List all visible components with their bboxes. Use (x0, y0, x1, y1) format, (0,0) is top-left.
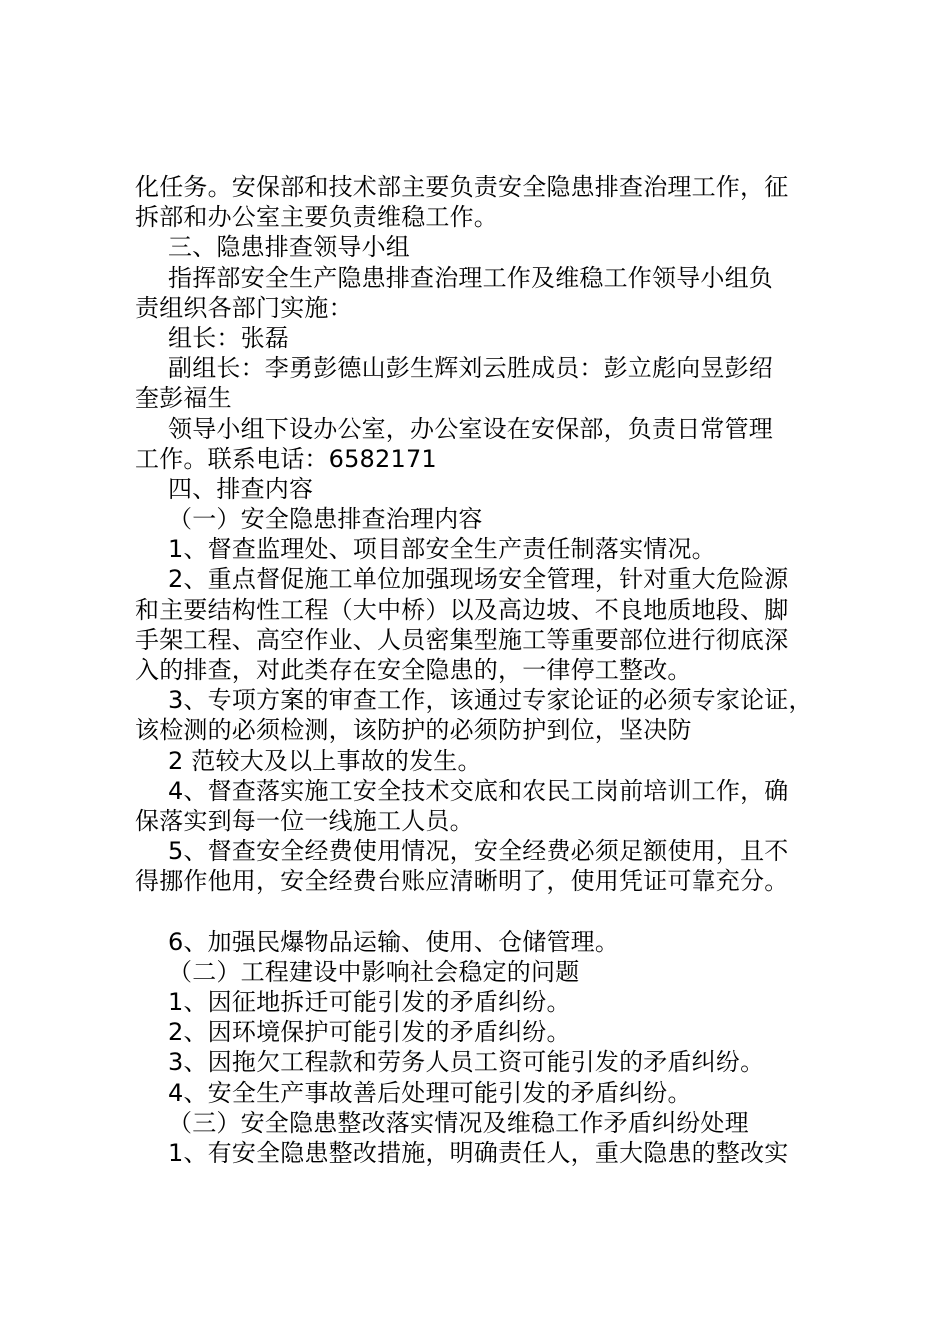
text-line: 2 范较大及以上事故的发生。 (168, 746, 482, 775)
text-line: 3、专项方案的审查工作，该通过专家论证的必须专家论证， (168, 686, 813, 715)
text-line: 指挥部安全生产隐患排查治理工作及维稳工作领导小组负 (168, 263, 773, 292)
section-heading: 三、隐患排查领导小组 (168, 233, 410, 262)
document-body (135, 172, 835, 1168)
text-line: 和主要结构性工程（大中桥）以及高边坡、不良地质地段、脚 (135, 595, 789, 624)
text-line: 2、重点督促施工单位加强现场安全管理，针对重大危险源 (168, 565, 789, 594)
text-line: 4、安全生产事故善后处理可能引发的矛盾纠纷。 (168, 1078, 692, 1107)
text-line: 4、督查落实施工安全技术交底和农民工岗前培训工作，确 (168, 776, 789, 805)
text-line: 得挪作他用，安全经费台账应清晰明了，使用凭证可靠充分。 (135, 867, 789, 896)
text-line: 工作。联系电话：6582171 (135, 444, 437, 473)
text-line: 入的排查，对此类存在安全隐患的，一律停工整改。 (135, 656, 692, 684)
text-line: 保落实到每一位一线施工人员。 (135, 806, 474, 835)
text-line: 组长：张磊 (168, 323, 289, 352)
text-line: 3、因拖欠工程款和劳务人员工资可能引发的矛盾纠纷。 (168, 1048, 765, 1077)
blank-line (135, 897, 835, 927)
text-line: 该检测的必须检测，该防护的必须防护到位，坚决防 (135, 716, 692, 745)
text-line: 2、因环境保护可能引发的矛盾纠纷。 (168, 1018, 571, 1047)
text-line: 副组长：李勇彭德山彭生辉刘云胜成员：彭立彪向昱彭绍 (168, 354, 773, 383)
text-line: 1、督查监理处、项目部安全生产责任制落实情况。 (168, 535, 716, 564)
text-line: 奎彭福生 (135, 384, 232, 413)
section-heading: 四、排查内容 (168, 474, 314, 503)
text-line: 手架工程、高空作业、人员密集型施工等重要部位进行彻底深 (135, 625, 789, 654)
subsection-heading: （三）安全隐患整改落实情况及维稳工作矛盾纠纷处理 (168, 1108, 749, 1137)
text-line: 拆部和办公室主要负责维稳工作。 (135, 203, 498, 232)
subsection-heading: （一）安全隐患排查治理内容 (168, 505, 483, 534)
text-line: 1、有安全隐患整改措施，明确责任人，重大隐患的整改实 (168, 1139, 789, 1167)
text-line: 化任务。安保部和技术部主要负责安全隐患排查治理工作，征 (135, 173, 789, 201)
text-line: 6、加强民爆物品运输、使用、仓储管理。 (168, 927, 620, 956)
subsection-heading: （二）工程建设中影响社会稳定的问题 (168, 957, 580, 986)
text-line: 责组织各部门实施： (135, 293, 353, 322)
text-line: 领导小组下设办公室，办公室设在安保部，负责日常管理 (168, 414, 773, 443)
text-line: 5、督查安全经费使用情况，安全经费必须足额使用，且不 (168, 837, 789, 866)
text-line: 1、因征地拆迁可能引发的矛盾纠纷。 (168, 988, 571, 1017)
